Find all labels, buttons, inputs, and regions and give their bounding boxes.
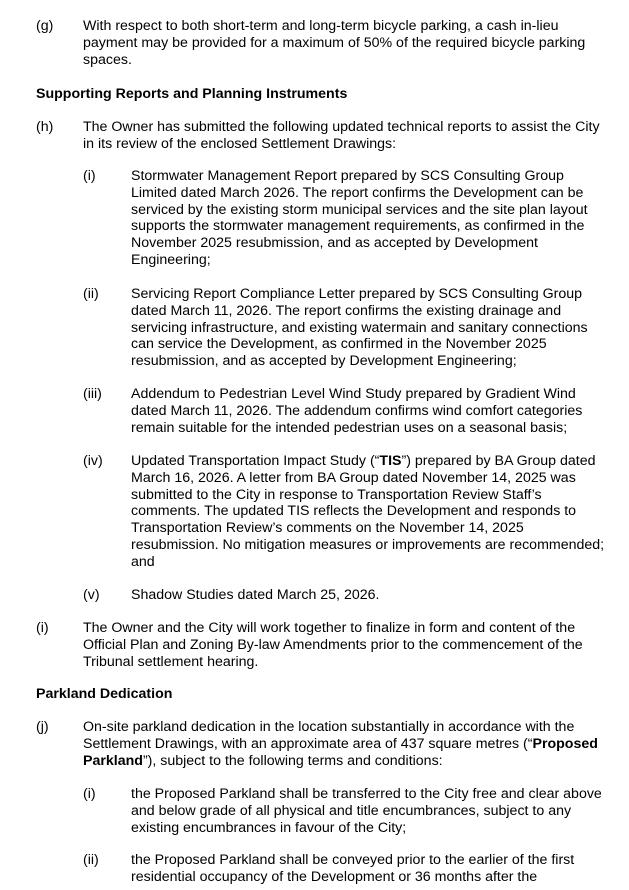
subclause-label-h-iv: (iv) — [83, 453, 103, 469]
subclause-label-h-i: (i) — [83, 168, 96, 184]
subclause-h-ii-text: Servicing Report Compliance Letter prepared by SCS Consulting Group dated March 11, 2026. The report confirms the existing drainage and servicing infrastructure, and existing watermain and sanitary connections can service the Development, as confirmed in the November 2025 resubmission, and as accepted by Development Engineering; — [131, 286, 588, 370]
subclause-label-h-v: (v) — [83, 587, 100, 603]
subclause-h-iv-text: Updated Transportation Impact Study (“TIS”) prepared by BA Group dated March 16, 2026. A letter from BA Group dated November 14, 2025 was submitted to the City in response to Transportation Review Staff’s comments. The updated TIS reflects the Development and responds to Transportation Review’s comments on the November 14, 2025 resubmission. No mitigation measures or improvements are recommended; and — [131, 453, 605, 570]
section-heading-parkland-dedication: Parkland Dedication — [36, 686, 173, 702]
subclause-h-i-text: Stormwater Management Report prepared by SCS Consulting Group Limited dated March 2026. The report confirms the Development can be serviced by the existing storm municipal services and the site plan layout supports the stormwater management requirements, as confirmed in the November 2025 resubmission, and as accepted by Development Engineering; — [131, 168, 588, 268]
subclause-label-j-i: (i) — [83, 786, 96, 802]
clause-j-text: On-site parkland dedication in the location substantially in accordance with the Settlement Drawings, with an approximate area of 437 square metres (“Proposed Parkland”), subject to the following terms and conditions: — [83, 719, 598, 769]
defined-term-proposed-parkland: Proposed Parkland — [83, 735, 598, 769]
clause-label-i: (i) — [36, 620, 49, 636]
subclause-j-i-text: the Proposed Parkland shall be transferred to the City free and clear above and below grade of all physical and title encumbrances, subject to any existing encumbrances in favour of the City; — [131, 786, 602, 836]
subclause-label-j-ii: (ii) — [83, 852, 99, 868]
subclause-j-ii-text: the Proposed Parkland shall be conveyed prior to the earlier of the first residential occupancy of the Development or 36 months after the — [131, 852, 575, 885]
clause-label-h: (h) — [36, 119, 54, 135]
clause-label-j: (j) — [36, 719, 49, 735]
clause-h-text: The Owner has submitted the following updated technical reports to assist the City in its review of the enclosed Settlement Drawings: — [83, 119, 600, 152]
clause-i-text: The Owner and the City will work together to finalize in form and content of the Official Plan and Zoning By-law Amendments prior to the commencement of the Tribunal settlement hearing. — [83, 620, 583, 670]
subclause-h-iii-text: Addendum to Pedestrian Level Wind Study prepared by Gradient Wind dated March 11, 2026. The addendum confirms wind comfort categories remain suitable for the intended pedestrian uses on a seasonal basis; — [131, 386, 583, 436]
clause-g-text: With respect to both short-term and long-term bicycle parking, a cash in-lieu payment may be provided for a maximum of 50% of the required bicycle parking spaces. — [83, 18, 586, 68]
clause-label-g: (g) — [36, 18, 54, 34]
subclause-label-h-ii: (ii) — [83, 286, 99, 302]
section-heading-supporting-reports: Supporting Reports and Planning Instruments — [36, 86, 348, 102]
subclause-label-h-iii: (iii) — [83, 386, 102, 402]
defined-term-tis: TIS — [379, 453, 402, 469]
subclause-h-v-text: Shadow Studies dated March 25, 2026. — [131, 587, 380, 603]
